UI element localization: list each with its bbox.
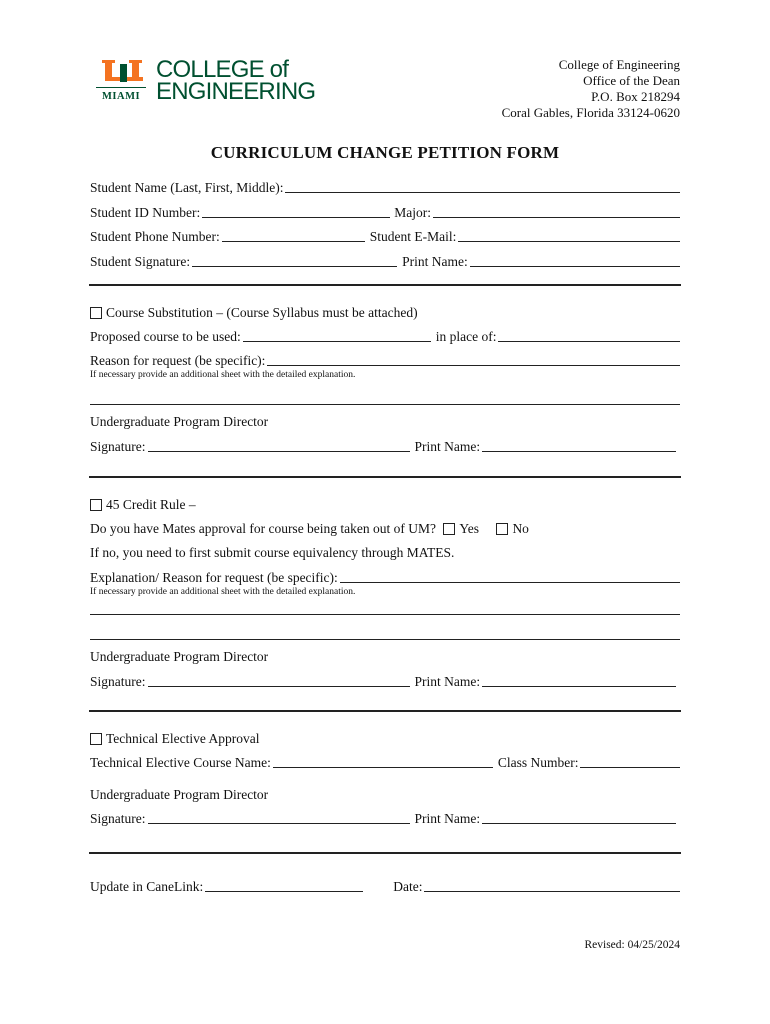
section-divider	[89, 284, 681, 286]
student-name-field[interactable]	[285, 180, 680, 193]
student-phone-row	[90, 229, 680, 245]
tech-elective-print-name-field[interactable]	[482, 811, 676, 824]
student-phone-field[interactable]	[222, 229, 365, 242]
logo-engineering-text: ENGINEERING	[156, 78, 316, 105]
mates-question: Do you have Mates approval for course being taken out of UM?	[90, 521, 437, 536]
canelink-field[interactable]	[205, 879, 363, 892]
proposed-course-row	[90, 329, 680, 345]
course-sub-signature-label: Signature:	[90, 439, 146, 454]
logo-miami-text: MIAMI	[102, 91, 141, 102]
tech-elective-signature-row	[90, 811, 676, 827]
credit-rule-reason-field[interactable]	[340, 570, 680, 583]
course-sub-checkbox-row	[90, 305, 418, 321]
in-place-of-label: in place of:	[435, 329, 497, 344]
form-title: CURRICULUM CHANGE PETITION FORM	[210, 143, 560, 162]
address-line: College of Engineering	[558, 57, 680, 72]
no-checkbox[interactable]	[496, 523, 508, 535]
yes-label: Yes	[459, 521, 480, 536]
credit-rule-checkbox-label: 45 Credit Rule –	[106, 497, 196, 512]
section-divider	[89, 476, 681, 478]
course-sub-signature-row	[90, 439, 676, 455]
address-line: Coral Gables, Florida 33124-0620	[501, 105, 680, 120]
address-line: P.O. Box 218294	[591, 89, 680, 104]
student-id-row	[90, 205, 680, 221]
tech-elective-signature-label: Signature:	[90, 811, 146, 826]
tech-elective-course-field[interactable]	[273, 755, 493, 768]
tech-elective-checkbox-label: Technical Elective Approval	[106, 731, 260, 746]
course-sub-print-name-label: Print Name:	[414, 439, 481, 454]
credit-rule-extra-line[interactable]	[90, 614, 680, 615]
proposed-course-label: Proposed course to be used:	[90, 329, 241, 344]
section-divider	[89, 852, 681, 854]
no-label: No	[512, 521, 529, 536]
tech-elective-print-name-label: Print Name:	[414, 811, 481, 826]
mates-instruction: If no, you need to first submit course equivalency through MATES.	[90, 545, 455, 560]
course-sub-checkbox[interactable]	[90, 307, 102, 319]
student-signature-label: Student Signature:	[90, 254, 191, 269]
revised-date: Revised: 04/25/2024	[584, 939, 680, 951]
address-block	[502, 57, 680, 121]
tech-elective-checkbox[interactable]	[90, 733, 102, 745]
tech-elective-signature-field[interactable]	[148, 811, 410, 824]
credit-rule-checkbox[interactable]	[90, 499, 102, 511]
u-logo-icon	[102, 60, 146, 88]
student-name-label: Student Name (Last, First, Middle):	[90, 180, 284, 195]
mates-question-row	[90, 521, 529, 537]
logo-rule	[96, 87, 146, 88]
yes-checkbox[interactable]	[443, 523, 455, 535]
credit-rule-print-name-label: Print Name:	[414, 674, 481, 689]
credit-rule-extra-line[interactable]	[90, 639, 680, 640]
section-divider	[89, 710, 681, 712]
student-id-field[interactable]	[202, 205, 390, 218]
logo-college-text: COLLEGE of	[156, 56, 289, 83]
course-sub-reason-field[interactable]	[267, 353, 680, 366]
university-logo	[96, 58, 336, 104]
credit-rule-signature-row	[90, 674, 676, 690]
course-sub-note: If necessary provide an additional sheet with the detailed explanation.	[90, 370, 356, 380]
course-sub-director-label: Undergraduate Program Director	[90, 414, 269, 429]
student-phone-label: Student Phone Number:	[90, 229, 220, 244]
student-email-label: Student E-Mail:	[369, 229, 457, 244]
course-sub-reason-row	[90, 353, 680, 369]
course-sub-extra-line[interactable]	[90, 404, 680, 405]
proposed-course-field[interactable]	[243, 329, 431, 342]
address-line: Office of the Dean	[583, 73, 680, 88]
course-sub-reason-label: Reason for request (be specific):	[90, 353, 266, 368]
credit-rule-director-label: Undergraduate Program Director	[90, 649, 269, 664]
credit-rule-signature-label: Signature:	[90, 674, 146, 689]
credit-rule-print-name-field[interactable]	[482, 674, 676, 687]
course-sub-checkbox-label: Course Substitution – (Course Syllabus must be attached)	[106, 305, 418, 320]
canelink-label: Update in CaneLink:	[90, 879, 204, 894]
date-field[interactable]	[424, 879, 680, 892]
tech-elective-director-label: Undergraduate Program Director	[90, 787, 269, 802]
student-signature-row	[90, 254, 680, 270]
class-number-label: Class Number:	[497, 755, 579, 770]
major-label: Major:	[394, 205, 431, 220]
tech-elective-checkbox-row	[90, 731, 260, 747]
tech-elective-course-label: Technical Elective Course Name:	[90, 755, 271, 770]
credit-rule-reason-label: Explanation/ Reason for request (be specific):	[90, 570, 338, 585]
student-print-name-label: Print Name:	[402, 254, 468, 269]
credit-rule-checkbox-row	[90, 497, 196, 513]
student-id-label: Student ID Number:	[90, 205, 201, 220]
canelink-row	[90, 879, 680, 895]
credit-rule-signature-field[interactable]	[148, 674, 410, 687]
student-email-field[interactable]	[458, 229, 680, 242]
course-sub-signature-field[interactable]	[148, 439, 410, 452]
credit-rule-reason-row	[90, 570, 680, 586]
student-signature-field[interactable]	[192, 254, 397, 267]
student-name-row	[90, 180, 680, 196]
class-number-field[interactable]	[580, 755, 680, 768]
course-sub-print-name-field[interactable]	[482, 439, 676, 452]
credit-rule-note: If necessary provide an additional sheet with the detailed explanation.	[90, 587, 356, 597]
major-field[interactable]	[433, 205, 680, 218]
tech-elective-course-row	[90, 755, 680, 771]
student-print-name-field[interactable]	[470, 254, 680, 267]
in-place-of-field[interactable]	[498, 329, 680, 342]
date-label: Date:	[393, 879, 423, 894]
